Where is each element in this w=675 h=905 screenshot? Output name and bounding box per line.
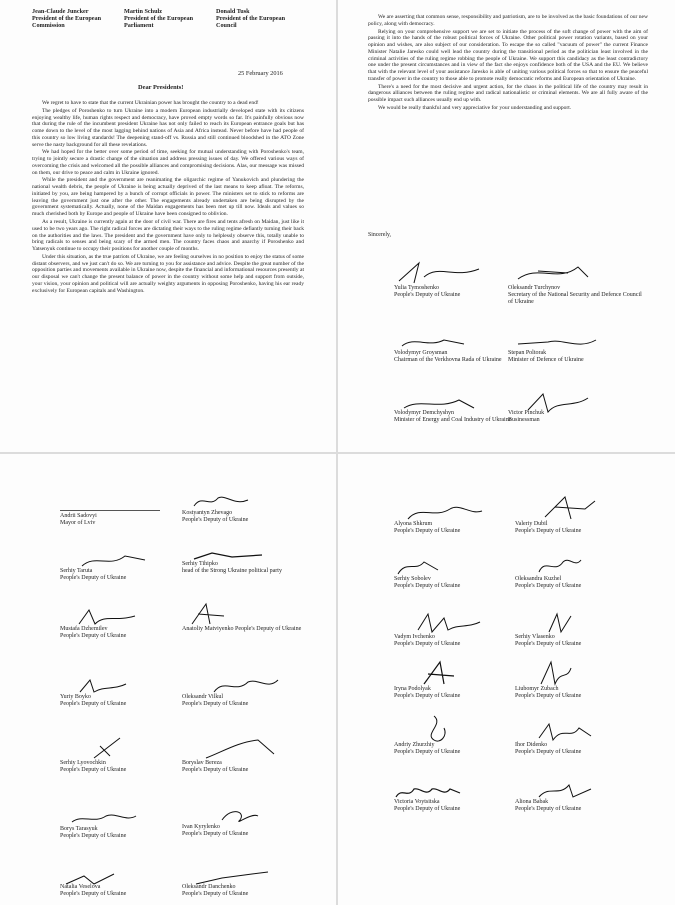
- signatory-name: Serhiy Lyovochkin: [60, 760, 106, 766]
- signature-block: [182, 694, 332, 708]
- paragraph: We regret to have to state that the current Ukrainian power has brought the country to a dead end!: [42, 100, 259, 106]
- signatory-role: head of the Strong Ukraine political party: [182, 568, 282, 575]
- signatory-name: Ivan Kyrylenko: [182, 824, 220, 830]
- signatory-name: Stepan Poltorak: [508, 350, 547, 356]
- signatory-name: Oleksandr Vilkul: [182, 694, 224, 700]
- signatory-role: People's Deputy of Ukraine: [182, 701, 249, 708]
- signatory-role: People's Deputy of Ukraine: [60, 633, 127, 640]
- signature-block: [515, 742, 665, 756]
- signatory-name: Vadym Ivchenko: [394, 634, 435, 640]
- handwritten-signature: [414, 660, 474, 688]
- signatory-role: People's Deputy of Ukraine: [515, 693, 582, 700]
- signatory-name: Serhiy Sobolev: [394, 576, 431, 582]
- signatory-name: Aliona Babak: [515, 799, 549, 805]
- signatory-role: People's Deputy of Ukraine: [235, 626, 302, 632]
- addressee-title: President of the European Parliament: [124, 15, 194, 30]
- handwritten-signature: [535, 495, 605, 523]
- paragraph: Relying on your comprehensive support we are set to initiate the process of the soft change of power with the aim of passing it into the hands of the robust political forces of Ukraine. Other political power rotation variants, based on your opinion and wishes, are also subject of our consideration. To escape the so called "vacuum of power" the current Finance Minister Natalie Jaresko could well lead the country during the transitional period as the politician least involved in the criminal activities of the ruling regime robbing the people of Ukraine. We support this candidacy as the least contradictory one under the present circumstances and in view of the fact she enjoys confidence both of the USA and the EU. We believe that with the relevant level of your assistance Jaresko is able of uniting various political forces so that to ensure the peaceful transfer of power in the country to those able to promote really democratic reforms and European orientation of Ukraine.: [368, 28, 648, 82]
- handwritten-signature: [535, 722, 595, 744]
- signatory-role: People's Deputy of Ukraine: [60, 833, 127, 840]
- signatory-role: People's Deputy of Ukraine: [60, 891, 127, 898]
- signature-block: [182, 760, 332, 774]
- signature-block: [182, 824, 332, 838]
- signatory-role: People's Deputy of Ukraine: [182, 767, 249, 774]
- signatory-role: People's Deputy of Ukraine: [394, 528, 461, 535]
- signatory-name: Victor Pinchuk: [508, 410, 545, 416]
- signatory-role: People's Deputy of Ukraine: [515, 528, 582, 535]
- handwritten-signature: [404, 501, 484, 523]
- addressee-title: President of the European Council: [216, 15, 286, 30]
- addressee-name: Jean-Claude Juncker: [32, 8, 89, 15]
- signatory-name: Serhiy Taruta: [60, 568, 93, 574]
- handwritten-signature: [535, 660, 575, 688]
- signatory-name: Anatoliy Matviyenko: [182, 626, 234, 632]
- addressee-title: President of the European Commission: [32, 15, 102, 30]
- signatory-role: People's Deputy of Ukraine: [182, 891, 249, 898]
- salutation: Dear Presidents!: [138, 84, 184, 91]
- signatory-name: Iryna Podolyak: [394, 686, 431, 692]
- signatory-role: People's Deputy of Ukraine: [394, 749, 461, 756]
- signature-block: [515, 576, 665, 590]
- signatory-name: Valeriy Dubil: [515, 521, 548, 527]
- signature-block: [508, 285, 648, 307]
- signatory-name: Serhiy Tihipko: [182, 561, 218, 567]
- signatory-role: People's Deputy of Ukraine: [515, 583, 582, 590]
- handwritten-signature: [212, 676, 282, 696]
- paragraph: As a result, Ukraine is currently again at the door of civil war. There are fires and tents afresh on Maidan, just like it used to be two years ago. The right radical forces are dictating their ways to the ruling regime defiantly turning their back on the authorities and the laws. The president and the government have only to helplessly observe this, totally unable to bring radicals to senses and being scary of the armed men. The country faces chaos and anarchy if Poroshenko and Yatsenyuk continue to occupy their positions for another couple of months.: [32, 219, 304, 253]
- signatory-name: Oleksandr Danchenko: [182, 884, 236, 890]
- signature-block: [508, 410, 648, 424]
- signatory-name: Ihor Didenko: [515, 742, 548, 748]
- handwritten-signature: [184, 602, 244, 628]
- signatory-name: Yuriy Boyko: [60, 694, 91, 700]
- handwritten-signature: [90, 736, 140, 762]
- paragraph: There's a need for the most decisive and urgent action, for the chaos in the political life of the country may result in dangerous alliances between the ruling regime and radical nationalistic or criminal elements. We are all fully aware of the possible impact such alliances usually end up with.: [368, 83, 648, 104]
- signature-page-3: [0, 454, 336, 905]
- signatory-name: Boryslav Bereza: [182, 760, 222, 766]
- handwritten-signature: [192, 549, 272, 565]
- letter-date: 25 February 2016: [238, 70, 283, 77]
- letter-body-page2: [368, 14, 648, 113]
- handwritten-signature: [545, 612, 575, 636]
- signature-block: [508, 350, 648, 364]
- handwritten-signature: [394, 259, 484, 289]
- handwritten-signature: [192, 870, 272, 888]
- handwritten-signature: [80, 550, 150, 570]
- signatory-name: Kostyantyn Zhevago: [182, 510, 233, 516]
- signatory-role: Chairman of the Verkhovna Rada of Ukraine: [394, 357, 502, 364]
- paragraph: We had hoped for the better over some period of time, seeking for mutual understanding with Poroshenko's team, trying to jointly secure a drastic change of the situation and address pressing issues of day. We offered various ways of overcoming the crisis and welcomed all the possible alliances and compromising decisions. Alas, our message was missed on them, our drive to peace and calm in Ukraine ignored.: [32, 149, 304, 176]
- signatory-role: People's Deputy of Ukraine: [60, 701, 127, 708]
- signature-block: [60, 694, 170, 708]
- signatory-role: People's Deputy of Ukraine: [394, 583, 461, 590]
- signatory-role: Minister of Energy and Coal Industry of Ukraine: [394, 417, 512, 424]
- signature-block: [60, 510, 170, 527]
- signatory-role: People's Deputy of Ukraine: [515, 806, 582, 813]
- signatory-name: Volodymyr Demchyshyn: [394, 410, 455, 416]
- signature-block: [515, 521, 665, 535]
- letter-page-1: [0, 0, 336, 452]
- signature-block: [60, 626, 170, 640]
- handwritten-signature: [508, 392, 598, 416]
- signatory-role: People's Deputy of Ukraine: [394, 641, 461, 648]
- signatory-role: People's Deputy of Ukraine: [515, 641, 582, 648]
- signature-line: [60, 510, 160, 511]
- addressee-schulz: [124, 8, 216, 29]
- handwritten-signature: [64, 872, 124, 888]
- paragraph: While the president and the government are reanimating the oligarchic regime of Yanukovich and plundering the national wealth debris, the people of Ukraine is being actually deprived of the last means to keep afloat. The reforms, initiated by you, are being hampered by a bunch of corrupt officials in power. The ministers set to stick to reforms are leaving the government just one after the other. The engagements already undertaken are being disrupted by the government systematically. Actually, none of the Maidan engagements has been met up till now. Ideals and values so much cherished both by Europe and people of Ukraine have been consigned to oblivion.: [32, 177, 304, 218]
- signatory-name: Mustafa Dzhemilev: [60, 626, 108, 632]
- paragraph: We would be really thankful and very appreciative for your understanding and support.: [378, 104, 572, 111]
- signature-block: [515, 686, 665, 700]
- paragraph: We are asserting that common sense, responsibility and patriotism, are to be involved as the basic foundations of our new policy, along with democracy.: [368, 14, 648, 27]
- handwritten-signature: [202, 738, 282, 764]
- signatory-name: Oleksandr Turchynov: [508, 285, 561, 291]
- paragraph: The pledges of Poroshenko to turn Ukraine into a modern European industrially developed state with its citizens enjoying wealthy life, human rights respect and democracy, have proved empty words so far. It's painfully obvious now that during the rule of the incumbent president Ukraine has not only failed to reach its European entrance goals but has come down to the level of the most lagging behind nations of Asia and Africa instead. Never before have had people of this country so low living standards! The deepening stand-off vs. Russia and still continued bloodshed in the ATO Zone serve the nasty background for all these revelations.: [32, 107, 304, 148]
- signatory-name: Victoria Voytsitska: [394, 799, 440, 805]
- signatory-role: People's Deputy of Ukraine: [182, 517, 249, 524]
- signatory-name: Yulia Tymoshenko: [394, 285, 439, 291]
- paragraph: Under this situation, as the true patriots of Ukraine, we are feeling ourselves in no position to enjoy the status of some distant observers, and we just can't do so. We are turning to you for assistance and advice. Despite the great number of the opposition parties and movements available in Ukraine now, despite the financial and informational resources presently at our disposal we can't change the present balance of power in the country without some help and support from outside, your vision, your opinion and political will are actually weighty arguments in opposing Poroshenko, having his ear ready exclusively for European capitals and Washington.: [32, 253, 304, 294]
- signatory-name: Borys Tarasyuk: [60, 826, 98, 832]
- signatory-role: People's Deputy of Ukraine: [515, 749, 582, 756]
- handwritten-signature: [394, 396, 484, 416]
- signatory-name: Andrii Sadovyi: [60, 513, 97, 519]
- addressee-name: Martin Schulz: [124, 8, 162, 15]
- signatory-role: People's Deputy of Ukraine: [394, 292, 461, 299]
- signature-block: [60, 760, 170, 774]
- handwritten-signature: [394, 334, 484, 354]
- signatory-name: Oleksandra Kuzhel: [515, 576, 562, 582]
- handwritten-signature: [508, 334, 598, 354]
- handwritten-signature: [70, 810, 140, 828]
- handwritten-signature: [75, 606, 145, 628]
- signatory-name: Natalia Veselova: [60, 884, 101, 890]
- closing: Sincerely,: [368, 232, 391, 238]
- signatory-name: Volodymyr Groysman: [394, 350, 448, 356]
- handwritten-signature: [394, 556, 444, 578]
- signature-page-4: [338, 454, 675, 905]
- signature-block: [60, 826, 170, 840]
- signatory-name: Andriy Zhurzhiy: [394, 742, 435, 748]
- addressee-juncker: [32, 8, 124, 29]
- signatory-role: People's Deputy of Ukraine: [394, 806, 461, 813]
- signatory-role: Minister of Defence of Ukraine: [508, 357, 584, 364]
- signature-block: [60, 884, 170, 898]
- signatory-role: People's Deputy of Ukraine: [60, 767, 127, 774]
- signature-block: [515, 799, 665, 813]
- handwritten-signature: [394, 785, 464, 801]
- handwritten-signature: [508, 259, 598, 289]
- signatory-role: People's Deputy of Ukraine: [394, 693, 461, 700]
- signature-block: [515, 634, 665, 648]
- letter-body-page1: [32, 100, 304, 295]
- letter-page-2: [338, 0, 675, 452]
- addressee-tusk: [216, 8, 306, 29]
- handwritten-signature: [535, 556, 585, 578]
- handwritten-signature: [192, 492, 252, 512]
- handwritten-signature: [535, 781, 595, 801]
- signatory-name: Alyona Shkrum: [394, 521, 433, 527]
- signatory-name: Liubomyr Zubach: [515, 686, 559, 692]
- signatory-name: Serhiy Vlasenko: [515, 634, 555, 640]
- signature-block: [182, 626, 322, 633]
- signature-block: [182, 561, 332, 575]
- signature-block: [60, 568, 170, 582]
- handwritten-signature: [414, 714, 454, 744]
- signatory-role: People's Deputy of Ukraine: [182, 831, 249, 838]
- signatory-role: Mayor of Lviv: [60, 520, 96, 527]
- handwritten-signature: [212, 802, 262, 826]
- signatory-role: Businessman: [508, 417, 540, 424]
- signature-block: [182, 510, 332, 524]
- signatory-role: People's Deputy of Ukraine: [60, 575, 127, 582]
- signature-block: [182, 884, 332, 898]
- handwritten-signature: [414, 612, 484, 636]
- addressee-name: Donald Tusk: [216, 8, 250, 15]
- signatory-role: Secretary of the National Security and Defence Council of Ukraine: [508, 292, 642, 306]
- handwritten-signature: [70, 676, 130, 696]
